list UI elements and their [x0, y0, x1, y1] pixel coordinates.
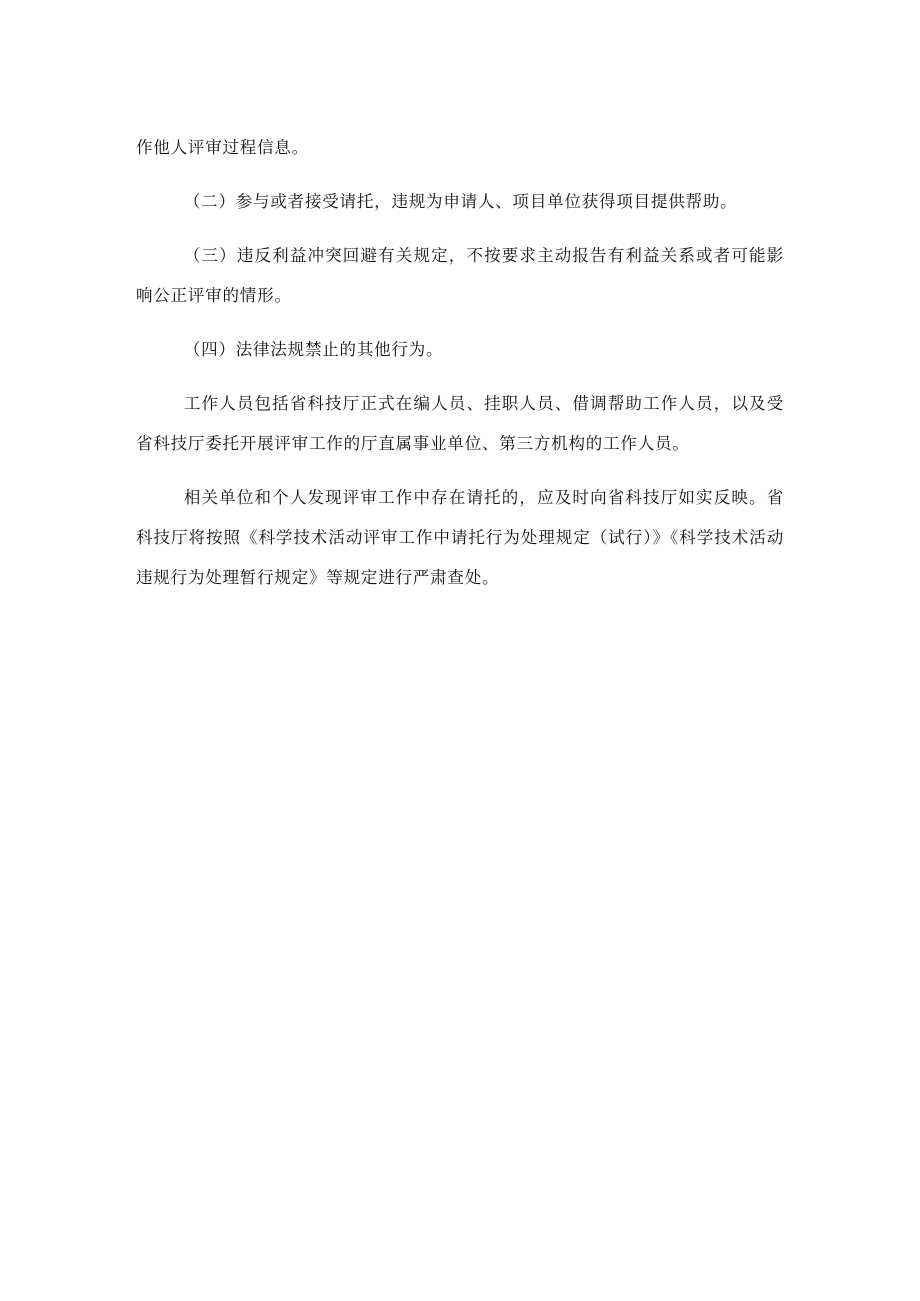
paragraph-staff-definition: 工作人员包括省科技厅正式在编人员、挂职人员、借调帮助工作人员，以及受省科技厅委托开展评审工作的厅直属事业单位、第三方机构的工作人员。: [136, 394, 784, 453]
paragraph-continuation: 作他人评审过程信息。: [136, 138, 309, 157]
document-body: [136, 128, 784, 612]
paragraph-item-4: （四）法律法规禁止的其他行为。: [183, 340, 444, 359]
paragraph-item-3: （三）违反利益冲突回避有关规定，不按要求主动报告有利益关系或者可能影响公正评审的情形。: [136, 246, 784, 305]
paragraph-reporting-notice: 相关单位和个人发现评审工作中存在请托的，应及时向省科技厅如实反映。省科技厅将按照《科学技术活动评审工作中请托行为处理规定（试行）》《科学技术活动违规行为处理暂行规定》等规定进行严肃查处。: [136, 488, 784, 587]
paragraph-item-2: （二）参与或者接受请托，违规为申请人、项目单位获得项目提供帮助。: [183, 192, 738, 211]
